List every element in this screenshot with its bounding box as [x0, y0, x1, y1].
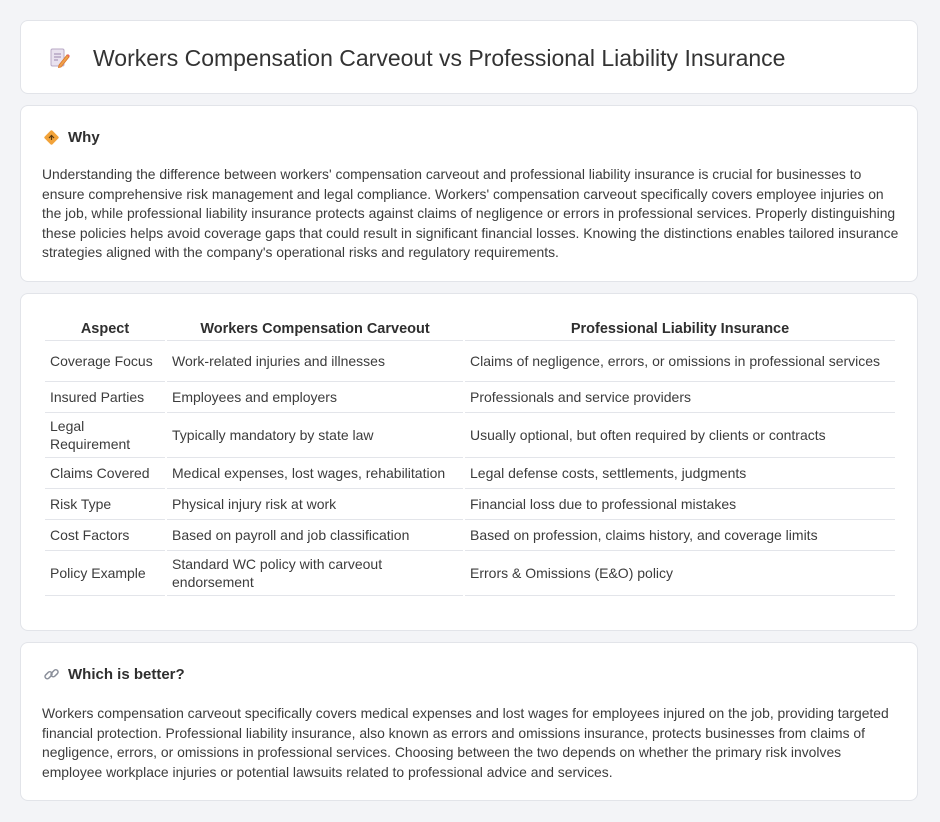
- cell-professional-liability: Usually optional, but often required by clients or contracts: [465, 413, 895, 458]
- comparison-table-card: [20, 293, 918, 631]
- title-card: [20, 20, 918, 94]
- cell-professional-liability: Professionals and service providers: [465, 382, 895, 413]
- table-row: [45, 382, 895, 413]
- link-icon: [43, 666, 60, 683]
- table-row: [45, 458, 895, 489]
- why-text: Understanding the difference between workers' compensation carveout and professional liability insurance is crucial for businesses to ensure comprehensive risk management and legal compliance. Workers' compensation carveout specifically covers employee injuries on the job, while professional liability insurance protects against claims of negligence or errors in professional services. Properly distinguishing these policies helps avoid coverage gaps that could result in significant financial losses. Knowing the distinctions enables tailored insurance strategies aligned with the company's operational risks and regulatory requirements.: [42, 166, 899, 260]
- cell-aspect: Coverage Focus: [45, 341, 165, 382]
- document-pencil-icon: [47, 46, 71, 70]
- cell-aspect: Policy Example: [45, 551, 165, 596]
- table-row: [45, 551, 895, 596]
- better-title: Which is better?: [68, 665, 185, 683]
- cell-aspect: Insured Parties: [45, 382, 165, 413]
- why-heading: [43, 126, 100, 148]
- cell-professional-liability: Legal defense costs, settlements, judgments: [465, 458, 895, 489]
- cell-aspect: Cost Factors: [45, 520, 165, 551]
- cell-professional-liability: Claims of negligence, errors, or omissions in professional services: [465, 341, 895, 382]
- header-professional-liability: Professional Liability Insurance: [465, 316, 895, 341]
- table-row: [45, 413, 895, 458]
- why-title: Why: [68, 128, 100, 146]
- better-heading: [43, 663, 185, 685]
- which-is-better-section: [20, 642, 918, 801]
- table-row: [45, 489, 895, 520]
- cell-workers-comp: Based on payroll and job classification: [167, 520, 463, 551]
- page-title: Workers Compensation Carveout vs Professional Liability Insurance: [93, 45, 786, 71]
- better-text: Workers compensation carveout specifically covers medical expenses and lost wages for employees injured on the job, providing targeted financial protection. Professional liability insurance, also known as errors and omissions insurance, protects businesses from claims of negligence, errors, or omissions in professional services. Choosing between the two depends on whether the primary risk involves employee workplace injuries or potential lawsuits related to professional advice and services.: [42, 705, 889, 780]
- cell-workers-comp: Typically mandatory by state law: [167, 413, 463, 458]
- cell-professional-liability: Errors & Omissions (E&O) policy: [465, 551, 895, 596]
- cell-workers-comp: Physical injury risk at work: [167, 489, 463, 520]
- header-aspect: Aspect: [45, 316, 165, 341]
- cell-professional-liability: Based on profession, claims history, and coverage limits: [465, 520, 895, 551]
- cell-workers-comp: Medical expenses, lost wages, rehabilitation: [167, 458, 463, 489]
- table-row: [45, 520, 895, 551]
- table-row: [45, 341, 895, 382]
- header-workers-comp: Workers Compensation Carveout: [167, 316, 463, 341]
- comparison-table: [43, 316, 897, 596]
- cell-aspect: Claims Covered: [45, 458, 165, 489]
- table-header-row: [45, 316, 895, 341]
- why-section: [20, 105, 918, 282]
- cell-workers-comp: Employees and employers: [167, 382, 463, 413]
- cell-professional-liability: Financial loss due to professional mistakes: [465, 489, 895, 520]
- cell-workers-comp: Standard WC policy with carveout endorsement: [167, 551, 463, 596]
- diamond-sign-icon: [43, 129, 60, 146]
- cell-workers-comp: Work-related injuries and illnesses: [167, 341, 463, 382]
- cell-aspect: Risk Type: [45, 489, 165, 520]
- cell-aspect: Legal Requirement: [45, 413, 165, 458]
